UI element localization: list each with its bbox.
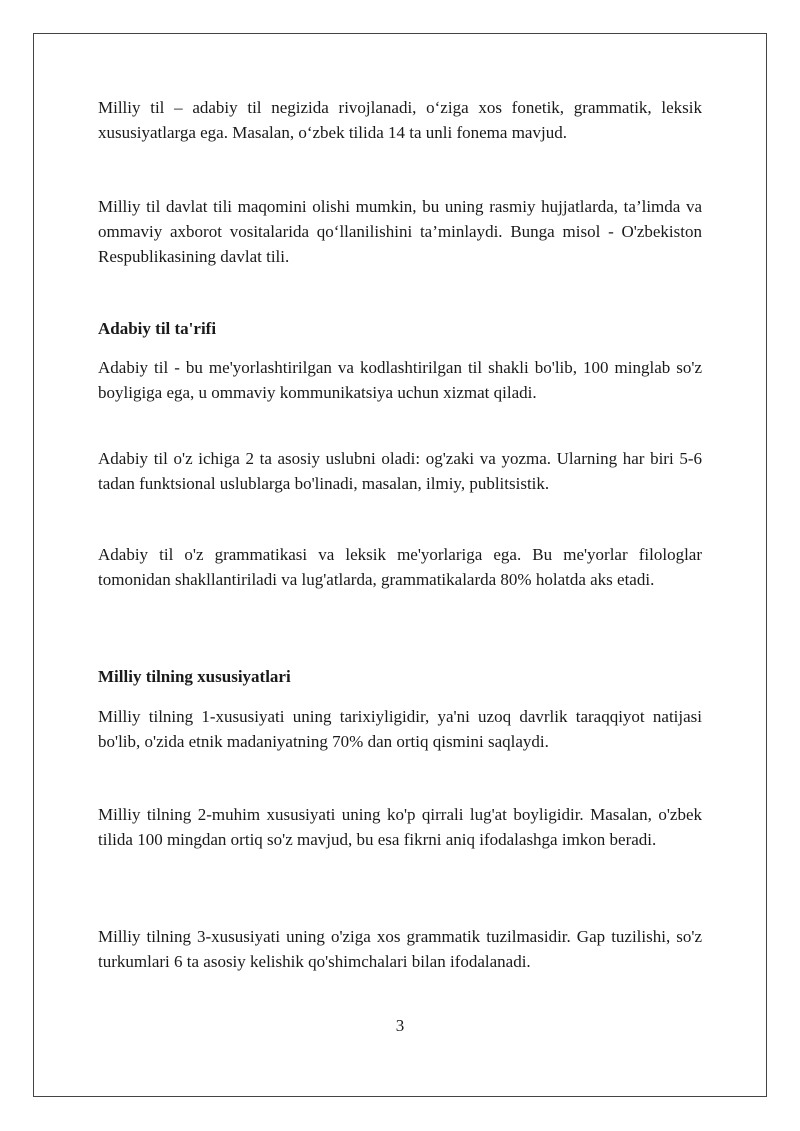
paragraph-davlat-tili: Milliy til davlat tili maqomini olishi mumkin, bu uning rasmiy hujjatlarda, ta’limda va ommaviy axborot vositalarida qo‘llanilishini ta’minlaydi. Bunga misol - O'zbekiston Respublikasining davlat tili. bbox=[98, 197, 702, 266]
heading-milliy-tilning-xususiyatlari: Milliy tilning xususiyatlari bbox=[98, 667, 291, 686]
page-number: 3 bbox=[395, 1016, 405, 1035]
paragraph-milliy-til-intro: Milliy til – adabiy til negizida rivojlanadi, o‘ziga xos fonetik, grammatik, leksik xususiyatlarga ega. Masalan, o‘zbek tilida 14 ta unli fonema mavjud. bbox=[98, 98, 702, 142]
paragraph-adabiy-til-definition: Adabiy til - bu me'yorlashtirilgan va kodlashtirilgan til shakli bo'lib, 100 minglab so'z boyligiga ega, u ommaviy kommunikatsiya uchun xizmat qiladi. bbox=[98, 358, 702, 402]
heading-adabiy-til-tarifi: Adabiy til ta'rifi bbox=[98, 319, 217, 338]
paragraph-adabiy-til-meyorlar: Adabiy til o'z grammatikasi va leksik me'yorlariga ega. Bu me'yorlar filologlar tomonidan shakllantiriladi va lug'atlarda, grammatikalarda 80% holatda aks etadi. bbox=[98, 545, 702, 589]
paragraph-adabiy-til-uslublar: Adabiy til o'z ichiga 2 ta asosiy uslubni oladi: og'zaki va yozma. Ularning har biri 5-6 tadan funktsional uslublarga bo'linadi, masalan, ilmiy, publitsistik. bbox=[98, 449, 702, 493]
paragraph-xususiyat-3: Milliy tilning 3-xususiyati uning o'ziga xos grammatik tuzilmasidir. Gap tuzilishi, so'z turkumlari 6 ta asosiy kelishik qo'shimchalari bilan ifodalanadi. bbox=[98, 927, 702, 971]
paragraph-xususiyat-2: Milliy tilning 2-muhim xususiyati uning ko'p qirrali lug'at boyligidir. Masalan, o'zbek tilida 100 mingdan ortiq so'z mavjud, bu esa fikrni aniq ifodalashga imkon beradi. bbox=[98, 805, 702, 849]
paragraph-xususiyat-1: Milliy tilning 1-xususiyati uning tarixiyligidir, ya'ni uzoq davrlik taraqqiyot natijasi bo'lib, o'zida etnik madaniyatning 70% dan ortiq qismini saqlaydi. bbox=[98, 707, 702, 751]
document-body bbox=[98, 0, 702, 1131]
